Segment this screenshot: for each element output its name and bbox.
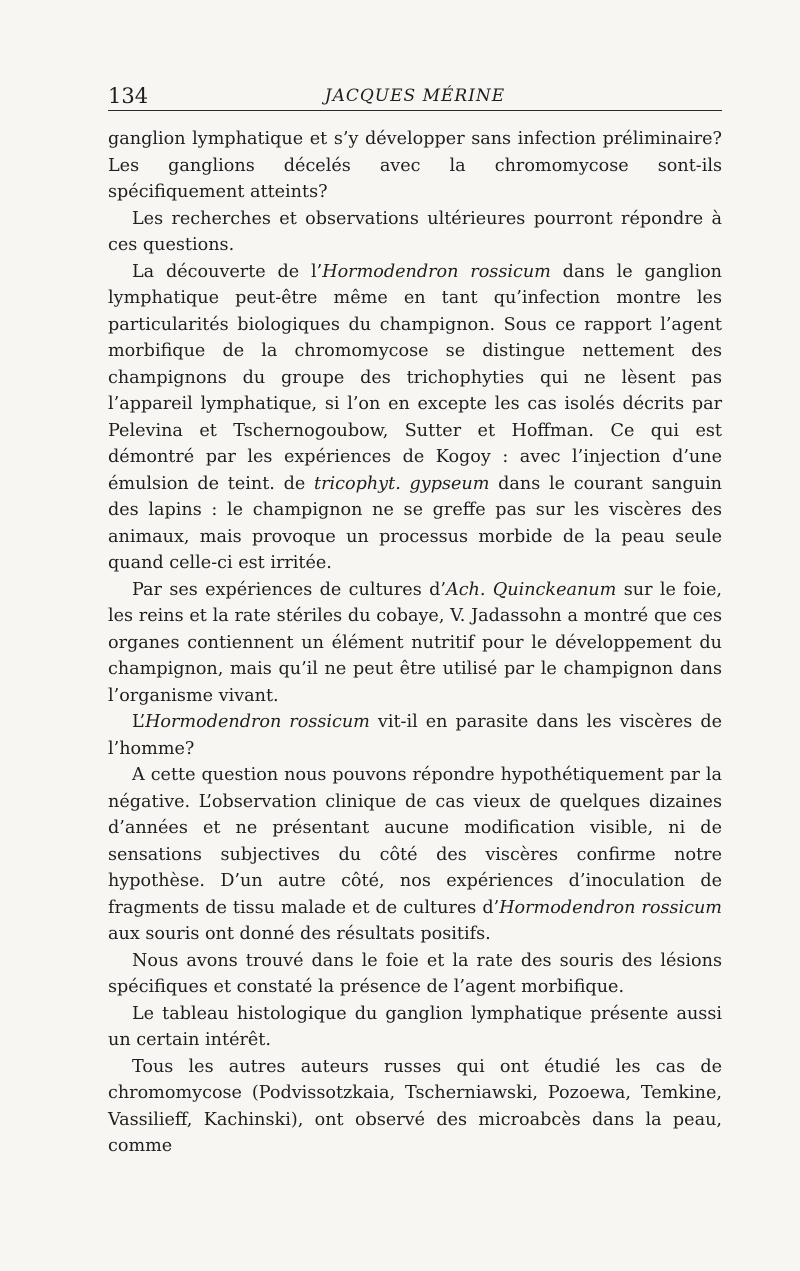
italic-text: Hormodendron rossicum [499,897,722,918]
text-run: dans le ganglion lymphatique peut-être même en tant qu’infection montre les particularités biologiques du champignon. Sous ce rapport l’agent morbifique de la chromomycose se distingue nettement des champignons du groupe des trichophyties qui ne lèsent pas l’appareil lymphatique, si l’on en excepte les cas isolés décrits par Pelevina et Tschernogoubow, Sutter et Hoffman. Ce qui est démontré par les expériences de Kogoy : avec l’injection d’une émulsion de teint. de [108,261,723,494]
text-run: A cette question nous pouvons répondre hypothétiquement par la négative. L’observation clinique de cas vieux de quelques dizaines d’années et ne présentant aucune modification visible, ni de sensations subjectives du côté des viscères confirme notre hypothèse. D’un autre côté, nos expériences d’inoculation de fragments de tissu malade et de cultures d’ [108,765,722,918]
italic-text: Ach. Quinckeanum [445,579,617,600]
paragraph [108,126,722,206]
italic-text: Hormodendron rossicum [145,712,370,732]
paragraph [108,259,722,577]
text-run: Par ses expériences de cultures d’ [132,579,446,600]
paragraph [108,1001,722,1054]
body-text [108,126,722,1160]
page-header [108,82,722,111]
paragraph [108,762,722,948]
text-run: Les recherches et observations ultérieures pourront répondre à ces questions. [108,208,722,255]
text-run: ganglion lymphatique et s’y développer sans infection préliminaire? Les ganglions décelés avec la chromomycose sont-ils spécifiquement atteints? [108,129,722,202]
text-run: Le tableau histologique du ganglion lymphatique présente aussi un certain intérêt. [108,1003,722,1050]
paragraph [108,577,722,710]
text-run: dans le courant sanguin des lapins : le champignon ne se greffe pas sur les viscères des animaux, mais provoque un processus morbide de la peau seule quand celle-ci est irritée. [108,473,722,573]
paragraph [108,206,722,259]
italic-text: tricophyt. gypseum [314,473,490,494]
running-title: JACQUES MÉRINE [324,86,506,106]
text-run: La découverte de l’ [132,261,323,282]
paragraph [108,948,722,1001]
paragraph [108,1054,722,1160]
italic-text: Hormodendron rossicum [322,261,551,282]
text-run: aux souris ont donné des résultats positifs. [108,924,491,944]
text-run: vit-il en parasite dans les viscères de l’homme? [108,712,722,759]
page-number: 134 [108,84,149,108]
text-run: Nous avons trouvé dans le foie et la rate des souris des lésions spécifiques et constaté la présence de l’agent morbifique. [108,950,722,997]
paragraph [108,709,722,762]
text-run: sur le foie, les reins et la rate stériles du cobaye, V. Jadassohn a montré que ces organes contiennent un élément nutritif pour le développement du champignon, mais qu’il ne peut être utilisé par le champignon dans l’organisme vivant. [108,579,722,706]
text-run: L’ [132,712,146,732]
text-run: Tous les autres auteurs russes qui ont étudié les cas de chromomycose (Podvissotzkaia, Tscherniawski, Pozoewa, Temkine, Vassilieff, Kachinski), ont observé des microabcès dans la peau, comme [108,1056,722,1156]
